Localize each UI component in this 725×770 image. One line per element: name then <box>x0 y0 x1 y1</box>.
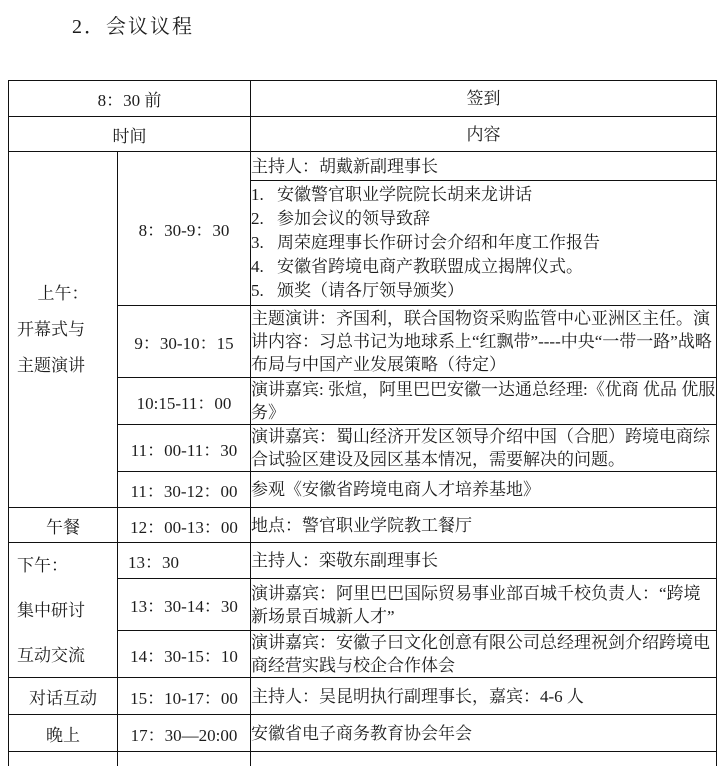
content-cell: 演讲嘉宾：蜀山经济开发区领导介绍中国（合肥）跨境电商综合试验区建设及园区基本情况，需要解决的问题。 <box>251 425 717 472</box>
session-label-line: 互动交流 <box>17 645 85 665</box>
table-row-lunch <box>9 508 717 543</box>
content-cell: 主持人：吴昆明执行副理事长，嘉宾：4-6 人 <box>251 678 717 715</box>
session-label-dialogue: 对话互动 <box>9 678 118 715</box>
time-cell: 11：00-11：30 <box>118 425 251 472</box>
content-cell <box>251 181 717 306</box>
cutoff-cell <box>118 752 251 767</box>
time-cell: 13：30 <box>118 543 251 579</box>
time-cell: 12：00-13：00 <box>118 508 251 543</box>
session-label-line: 开幕式与 <box>17 320 85 339</box>
content-column-header: 内容 <box>251 117 717 152</box>
page-title: 2．会议议程 <box>72 16 194 38</box>
session-label-line: 主题演讲 <box>17 356 85 375</box>
session-label-lunch: 午餐 <box>9 508 118 543</box>
time-cell: 13：30-14：30 <box>118 579 251 631</box>
cutoff-cell <box>9 752 118 767</box>
list-item: 4. 安徽省跨境电商产教联盟成立揭牌仪式。 <box>251 257 583 276</box>
table-row-signin <box>9 81 717 117</box>
time-cell: 8：30-9：30 <box>118 152 251 306</box>
list-item: 5. 颁奖（请各厅领导颁奖） <box>251 281 464 300</box>
content-cell: 演讲嘉宾：安徽子曰文化创意有限公司总经理祝剑介绍跨境电商经营实践与校企合作体会 <box>251 631 717 678</box>
content-cell: 演讲嘉宾: 张煊，阿里巴巴安徽一达通总经理:《优商 优品 优服务》 <box>251 378 717 425</box>
time-cell: 11：30-12：00 <box>118 472 251 508</box>
session-label-evening: 晚上 <box>9 715 118 752</box>
session-label-morning <box>9 152 118 508</box>
signin-content-cell: 签到 <box>251 81 717 117</box>
agenda-table <box>8 80 717 766</box>
time-cell: 10:15-11：00 <box>118 378 251 425</box>
list-item: 2. 参加会议的领导致辞 <box>251 209 430 228</box>
session-label-line: 下午： <box>17 555 68 575</box>
cutoff-cell <box>251 752 717 767</box>
content-cell: 主题演讲：齐国利，联合国物资采购监管中心亚洲区主任。演讲内容：习总书记为地球系上“红飘带”----中央“一带一路”战略布局与中国产业发展策略（待定） <box>251 306 717 378</box>
time-cell: 14：30-15：10 <box>118 631 251 678</box>
table-row-dialogue <box>9 678 717 715</box>
session-label-line: 上午： <box>37 284 89 303</box>
time-cell: 15：10-17：00 <box>118 678 251 715</box>
table-row-morning-host <box>9 152 717 181</box>
time-column-header: 时间 <box>9 117 251 152</box>
table-row-column-headers <box>9 117 717 152</box>
time-cell: 17：30—20:00 <box>118 715 251 752</box>
table-row-afternoon-host <box>9 543 717 579</box>
session-label-afternoon <box>9 543 118 678</box>
content-cell: 演讲嘉宾：阿里巴巴国际贸易事业部百城千校负责人：“跨境新场景百城新人才” <box>251 579 717 631</box>
content-cell: 主持人：胡戴新副理事长 <box>251 152 717 181</box>
content-cell: 地点：警官职业学院教工餐厅 <box>251 508 717 543</box>
content-cell: 安徽省电子商务教育协会年会 <box>251 715 717 752</box>
session-label-line: 集中研讨 <box>17 600 85 620</box>
table-row-evening <box>9 715 717 752</box>
list-item: 3. 周荣庭理事长作研讨会介绍和年度工作报告 <box>251 233 600 252</box>
content-cell: 参观《安徽省跨境电商人才培养基地》 <box>251 472 717 508</box>
table-row-cutoff <box>9 752 717 767</box>
content-cell: 主持人：栾敬东副理事长 <box>251 543 717 579</box>
time-cell: 9：30-10：15 <box>118 306 251 378</box>
list-item: 1. 安徽警官职业学院院长胡来龙讲话 <box>251 185 532 204</box>
signin-time-cell: 8：30 前 <box>9 81 251 117</box>
